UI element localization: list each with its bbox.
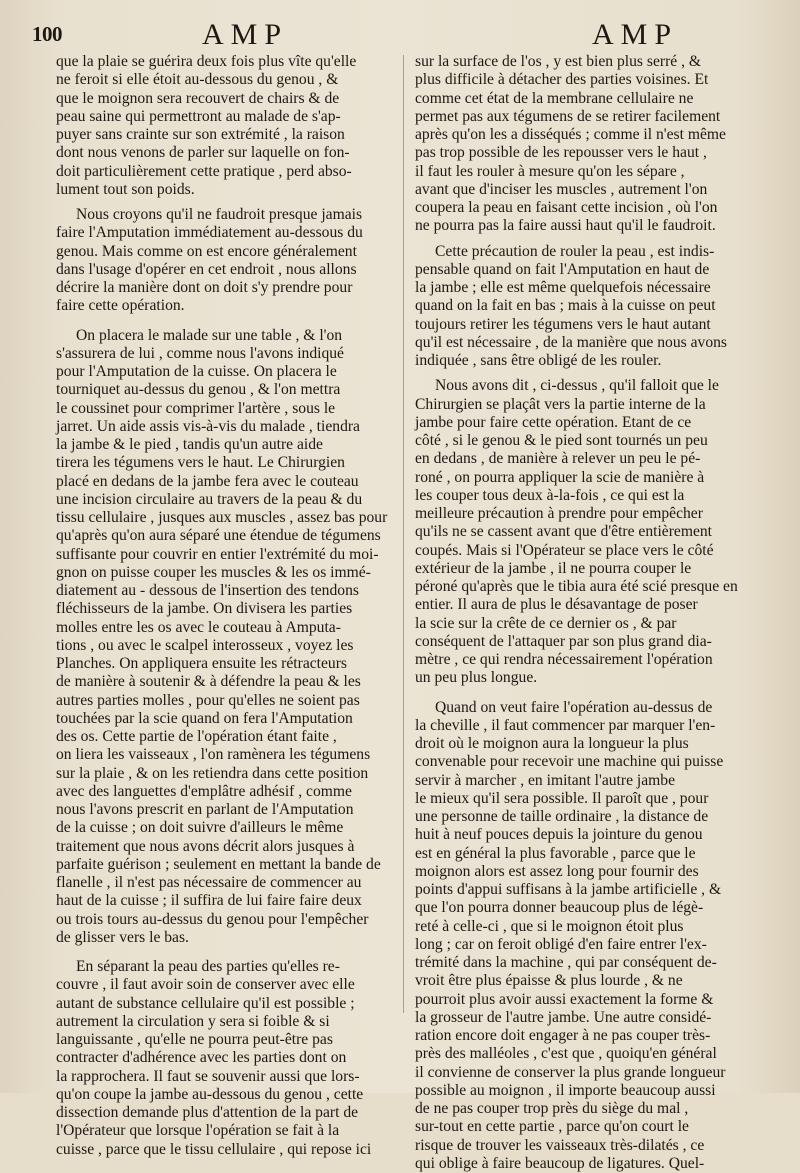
text-line: Chirurgien se plaçât vers la partie interne de la: [415, 396, 781, 414]
text-line: péroné qu'après que le tibia aura été scié presque en: [415, 578, 781, 596]
text-line: contracter d'adhérence avec les parties dont on: [56, 1049, 392, 1067]
text-line: la jambe ; elle est même quelquefois nécessaire: [415, 279, 781, 297]
text-line: plus difficile à détacher des parties voisines. Et: [415, 71, 781, 89]
text-line: ration encore doit engager à ne pas couper très-: [415, 1027, 781, 1045]
text-line: couvre , il faut avoir soin de conserver avec elle: [56, 976, 392, 994]
text-line: avant que d'inciser les muscles , autrement l'on: [415, 181, 781, 199]
page-number: 100: [32, 22, 62, 47]
text-line: long ; car on feroit obligé d'en faire entrer l'ex-: [415, 936, 781, 954]
paragraph-gap: [415, 236, 781, 243]
text-line: avec des languettes d'emplâtre adhésif , comme: [56, 783, 392, 801]
text-line: nous l'avons prescrit en parlant de l'Amputation: [56, 801, 392, 819]
text-line: un peu plus longue.: [415, 669, 781, 687]
text-line: tourniquet au-dessus du genou , & l'on mettra: [56, 381, 392, 399]
text-line: risque de trouver les vaisseaux très-dilatés , ce: [415, 1137, 781, 1155]
text-line: près des malléoles , c'est que , quoiqu'en général: [415, 1045, 781, 1063]
text-line: Nous avons dit , ci-dessus , qu'il falloit que le: [415, 377, 781, 395]
text-line: pourroit plus avoir aussi exactement la forme &: [415, 991, 781, 1009]
text-line: autrement la circulation y sera si foible & si: [56, 1013, 392, 1031]
text-line: trémité dans la machine , qui par conséquent de-: [415, 954, 781, 972]
text-line: côté , si le genou & le pied sont tournés un peu: [415, 432, 781, 450]
text-line: En séparant la peau des parties qu'elles re-: [56, 958, 392, 976]
paragraph: [415, 243, 781, 371]
text-line: ou trois tours au-dessus du genou pour l'empêcher: [56, 911, 392, 929]
text-line: autres parties molles , pour qu'elles ne soient pas: [56, 692, 392, 710]
text-line: que le moignon sera recouvert de chairs & de: [56, 90, 392, 108]
paragraph: [56, 327, 392, 948]
text-line: points d'appui suffisans à la jambe artificielle , &: [415, 881, 781, 899]
text-line: placé en dedans de la jambe fera avec le couteau: [56, 473, 392, 491]
text-line: parfaite guérison ; seulement en mettant la bande de: [56, 856, 392, 874]
text-line: dissection demande plus d'attention de la part de: [56, 1104, 392, 1122]
text-line: pensable quand on fait l'Amputation en haut de: [415, 261, 781, 279]
text-line: peau saine qui permettront au malade de s'ap-: [56, 108, 392, 126]
text-line: suffisante pour couvrir en entier l'extrémité du moi-: [56, 546, 392, 564]
text-line: toujours retirer les tégumens vers le haut autant: [415, 316, 781, 334]
paragraph: [415, 699, 781, 1173]
text-line: la rapprochera. Il faut se souvenir aussi que lors-: [56, 1068, 392, 1086]
text-line: quand on la fait en bas ; mais à la cuisse on peut: [415, 297, 781, 315]
text-line: molles entre les os avec le couteau à Amputa-: [56, 619, 392, 637]
text-line: sur la plaie , & on les retiendra dans cette position: [56, 765, 392, 783]
text-line: Quand on veut faire l'opération au-dessus de: [415, 699, 781, 717]
paragraph-gap: [56, 947, 392, 958]
text-line: vroit être plus épaisse & plus lourde , & ne: [415, 972, 781, 990]
text-line: une personne de taille ordinaire , la distance de: [415, 808, 781, 826]
text-line: qu'après qu'on aura séparé une étendue de tégumens: [56, 527, 392, 545]
paragraph-gap: [415, 370, 781, 377]
text-line: qu'ils ne se cassent avant que d'être entièrement: [415, 523, 781, 541]
text-line: possible au moignon , il importe beaucoup aussi: [415, 1082, 781, 1100]
text-line: une incision circulaire au travers de la peau & du: [56, 491, 392, 509]
paragraph: [415, 53, 781, 236]
text-line: qu'on coupe la jambe au-dessous du genou , cette: [56, 1086, 392, 1104]
text-line: tissu cellulaire , jusques aux muscles , assez bas pour: [56, 509, 392, 527]
text-line: On placera le malade sur une table , & l'on: [56, 327, 392, 345]
text-line: des os. Cette partie de l'opération étant faite ,: [56, 728, 392, 746]
text-line: de ne pas couper trop près du siège du mal ,: [415, 1100, 781, 1118]
text-line: gnon on puisse couper les muscles & les os immé-: [56, 564, 392, 582]
text-line: l'Opérateur que lorsque l'opération se fait à la: [56, 1122, 392, 1140]
text-line: il convienne de conserver la plus grande longueur: [415, 1064, 781, 1082]
text-line: de manière à soutenir & à défendre la peau & les: [56, 673, 392, 691]
left-running-title: AMP: [202, 18, 288, 52]
text-line: fléchisseurs de la jambe. On divisera les parties: [56, 600, 392, 618]
text-line: la grosseur de l'autre jambe. Une autre considé-: [415, 1009, 781, 1027]
text-line: droit où le moignon aura la longueur la plus: [415, 735, 781, 753]
text-line: flanelle , il n'est pas nécessaire de commencer au: [56, 874, 392, 892]
paragraph: [56, 206, 392, 316]
text-line: autant de substance cellulaire qu'il est possible ;: [56, 995, 392, 1013]
text-line: indiquée , sans être obligé de les rouler.: [415, 352, 781, 370]
text-line: de la cuisse ; on doit suivre d'ailleurs le même: [56, 819, 392, 837]
text-line: Cette précaution de rouler la peau , est indis-: [415, 243, 781, 261]
text-line: qui oblige à faire beaucoup de ligatures. Quel-: [415, 1155, 781, 1173]
text-line: jarret. Un aide assis vis-à-vis du malade , tiendra: [56, 418, 392, 436]
text-line: convenable pour recevoir une machine qui puisse: [415, 753, 781, 771]
text-line: il faut les rouler à mesure qu'on les sépare ,: [415, 163, 781, 181]
text-line: les couper tous deux à-la-fois , ce qui est la: [415, 487, 781, 505]
column-divider: [403, 55, 404, 1013]
text-line: permet pas aux tégumens de se retirer facilement: [415, 108, 781, 126]
paragraph: [415, 377, 781, 687]
text-line: la cheville , il faut commencer par marquer l'en-: [415, 717, 781, 735]
text-line: décrire la manière dont on doit s'y prendre pour: [56, 279, 392, 297]
text-line: la scie sur la crête de ce dernier os , & par: [415, 615, 781, 633]
text-line: pas trop possible de les repousser vers le haut ,: [415, 144, 781, 162]
text-line: sur la surface de l'os , y est bien plus serré , &: [415, 53, 781, 71]
paragraph-gap: [56, 316, 392, 327]
text-line: puyer sans crainte sur son extrémité , la raison: [56, 126, 392, 144]
paragraph-gap: [56, 199, 392, 206]
text-line: coupera la peau en faisant cette incision , où l'on: [415, 199, 781, 217]
text-line: lument tout son poids.: [56, 181, 392, 199]
text-line: conséquent de l'attaquer par son plus grand dia-: [415, 633, 781, 651]
text-line: le coussinet pour comprimer l'artère , sous le: [56, 400, 392, 418]
text-line: tions , ou avec le scalpel interosseux , voyez les: [56, 637, 392, 655]
text-line: pour l'Amputation de la cuisse. On placera le: [56, 363, 392, 381]
text-line: tirera les tégumens vers le haut. Le Chirurgien: [56, 454, 392, 472]
text-line: qu'il est nécessaire , de la manière que nous avons: [415, 334, 781, 352]
text-line: extérieur de la jambe , il ne pourra couper le: [415, 560, 781, 578]
text-line: faire cette opération.: [56, 297, 392, 315]
text-line: jambe pour faire cette opération. Etant de ce: [415, 414, 781, 432]
text-line: sur-tout en cette partie , parce qu'on court le: [415, 1118, 781, 1136]
right-text-column: [415, 53, 781, 1173]
text-line: coupés. Mais si l'Opérateur se place vers le côté: [415, 542, 781, 560]
text-line: traitement que nous avons décrit alors jusques à: [56, 838, 392, 856]
text-line: doit particulièrement cette pratique , perd abso-: [56, 163, 392, 181]
text-line: languissante , qu'elle ne pourra peut-être pas: [56, 1031, 392, 1049]
text-line: roné , on pourra appliquer la scie de manière à: [415, 469, 781, 487]
text-line: que la plaie se guérira deux fois plus vîte qu'elle: [56, 53, 392, 71]
text-line: dans l'usage d'opérer en cet endroit , nous allons: [56, 261, 392, 279]
left-text-column: [56, 53, 392, 1159]
text-line: s'assurera de lui , comme nous l'avons indiqué: [56, 345, 392, 363]
text-line: comme cet état de la membrane cellulaire ne: [415, 90, 781, 108]
text-line: touchées par la scie quand on fera l'Amputation: [56, 710, 392, 728]
text-line: entier. Il aura de plus le désavantage de poser: [415, 596, 781, 614]
text-line: de glisser vers le bas.: [56, 929, 392, 947]
text-line: moignon alors est assez long pour fournir des: [415, 863, 781, 881]
text-line: meilleure précaution à prendre pour empêcher: [415, 505, 781, 523]
text-line: dont nous venons de parler sur laquelle on fon-: [56, 144, 392, 162]
text-line: Nous croyons qu'il ne faudroit presque jamais: [56, 206, 392, 224]
text-line: servir à marcher , en imitant l'autre jambe: [415, 772, 781, 790]
text-line: faire l'Amputation immédiatement au-dessous du: [56, 224, 392, 242]
text-line: le mieux qu'il sera possible. Il paroît que , pour: [415, 790, 781, 808]
text-line: reté à celle-ci , que si le moignon étoit plus: [415, 918, 781, 936]
text-line: est en général la plus favorable , parce que le: [415, 845, 781, 863]
paragraph: [56, 958, 392, 1159]
paragraph: [56, 53, 392, 199]
text-line: après qu'on les a disséqués ; comme il n'est même: [415, 126, 781, 144]
text-line: haut de la cuisse ; il suffira de lui faire faire deux: [56, 892, 392, 910]
text-line: ne feroit si elle étoit au-dessous du genou , &: [56, 71, 392, 89]
right-running-title: AMP: [592, 18, 678, 52]
running-head: [32, 14, 782, 50]
text-line: on liera les vaisseaux , l'on ramènera les tégumens: [56, 746, 392, 764]
text-line: huit à neuf pouces depuis la jointure du genou: [415, 826, 781, 844]
text-line: cuisse , parce que le tissu cellulaire , qui repose ici: [56, 1141, 392, 1159]
text-line: en dedans , de manière à relever un peu le pé-: [415, 450, 781, 468]
text-line: mètre , ce qui rendra nécessairement l'opération: [415, 651, 781, 669]
text-line: genou. Mais comme on est encore généralement: [56, 243, 392, 261]
text-line: que l'on pourra donner beaucoup plus de légè-: [415, 899, 781, 917]
paragraph-gap: [415, 688, 781, 699]
text-line: ne pourra pas la faire aussi haut qu'il le faudroit.: [415, 217, 781, 235]
text-line: la jambe & le pied , tandis qu'un autre aide: [56, 436, 392, 454]
text-line: diatement au - dessous de l'insertion des tendons: [56, 582, 392, 600]
text-line: Planches. On appliquera ensuite les rétracteurs: [56, 655, 392, 673]
